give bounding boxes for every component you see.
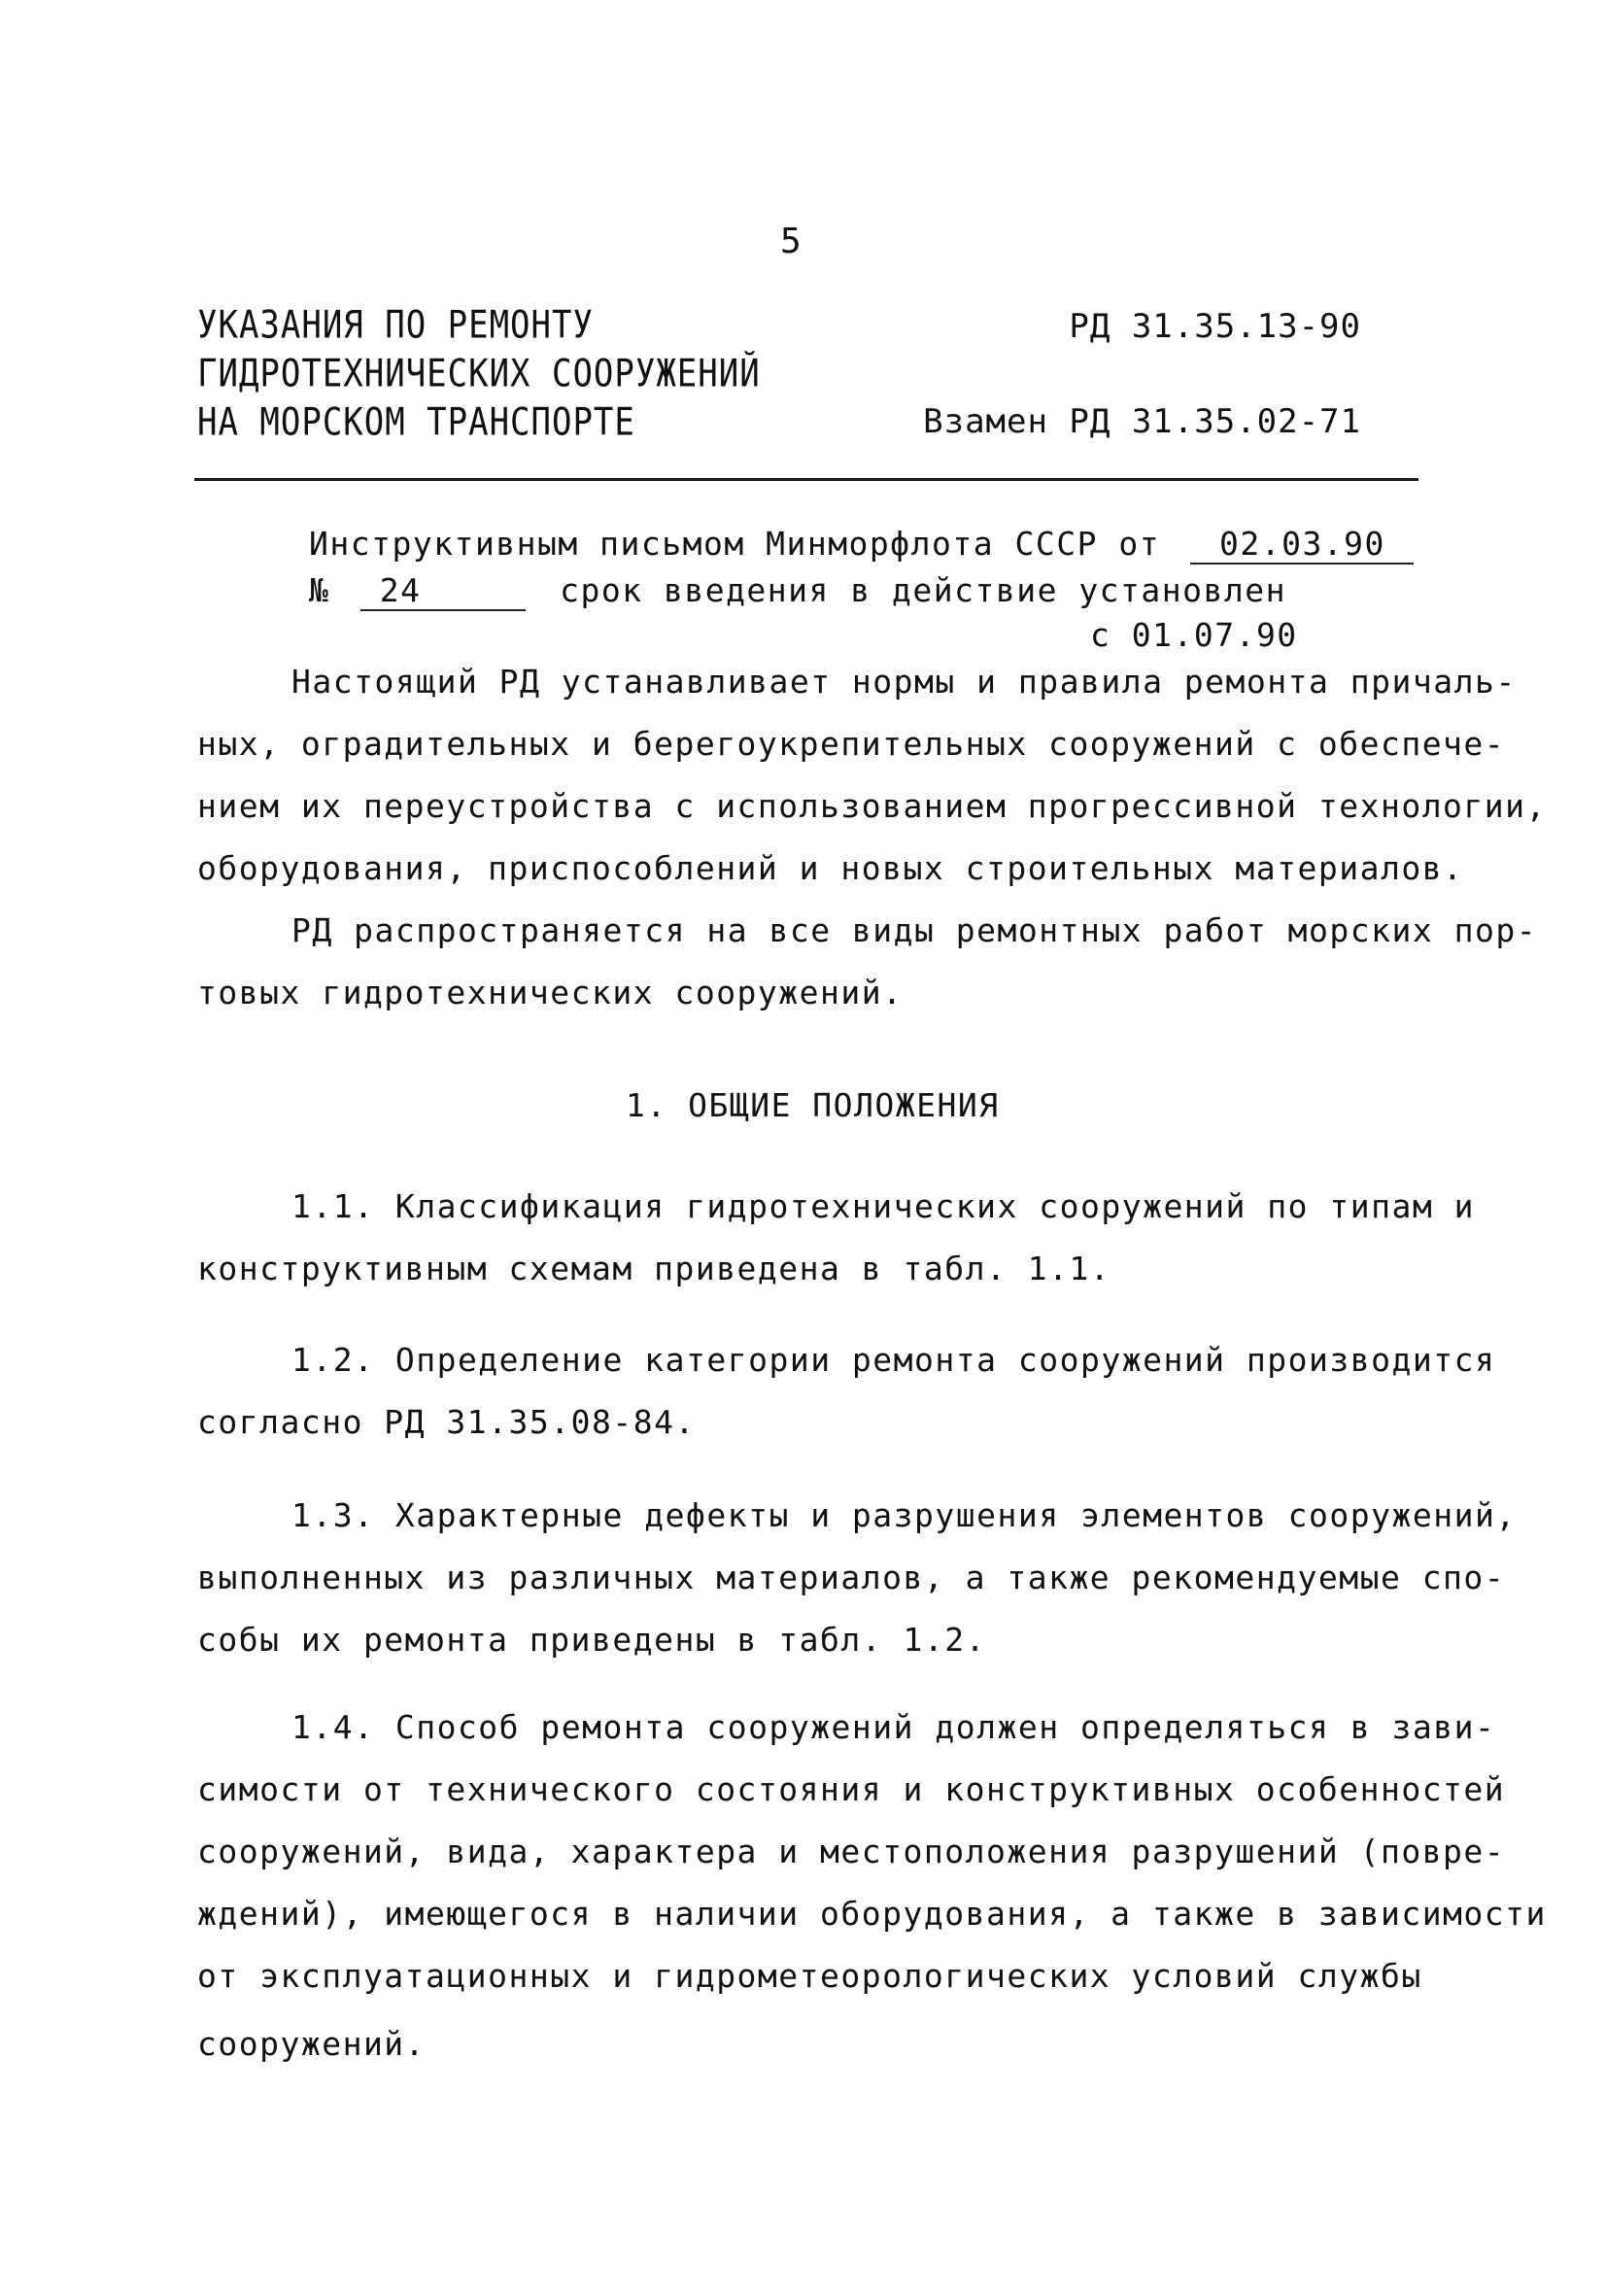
approval-term-text: срок введения в действие установлен [560,571,1286,609]
approval-date: 02.03.90 [1190,525,1414,565]
doc-title-line-3: НА МОРСКОМ ТРАНСПОРТЕ [197,400,635,445]
item-1-4-line-5: от эксплуатационных и гидрометеорологических условий службы [197,1957,1422,1995]
item-1-3-line-1: 1.3. Характерные дефекты и разрушения элементов сооружений, [291,1496,1517,1534]
item-1-1-line-1: 1.1. Классификация гидротехнических сооружений по типам и [291,1187,1475,1225]
intro-p1-line-1: Настоящий РД устанавливает нормы и правила ремонта причаль- [291,663,1517,701]
intro-p1-line-2: ных, оградительных и берегоукрепительных сооружений с обеспече- [197,725,1506,763]
intro-p1-line-4: оборудования, приспособлений и новых строительных материалов. [197,849,1464,887]
intro-p2-line-1: РД распространяется на все виды ремонтных работ морских пор- [291,911,1538,949]
item-1-3-line-3: собы их ремонта приведены в табл. 1.2. [197,1621,986,1659]
item-1-4-line-1: 1.4. Способ ремонта сооружений должен определяться в зави- [291,1708,1496,1746]
doc-title-line-1: УКАЗАНИЯ ПО РЕМОНТУ [197,303,594,348]
item-1-2-line-1: 1.2. Определение категории ремонта сооружений производится [291,1341,1496,1379]
item-1-1-line-2: конструктивным схемам приведена в табл. 1.1. [197,1250,1111,1287]
doc-code: РД 31.35.13-90 [1069,307,1361,346]
item-1-4-line-4: ждений), имеющегося в наличии оборудования, а также в зависимости [197,1895,1547,1933]
intro-p2-line-2: товых гидротехнических сооружений. [197,974,904,1011]
item-1-2-line-2: согласно РД 31.35.08-84. [197,1403,696,1441]
item-1-4-line-6: сооружений. [197,2025,427,2063]
item-1-4-line-3: сооружений, вида, характера и местоположения разрушений (повре- [197,1833,1506,1870]
approval-number: 24 [360,571,526,611]
item-1-4-line-2: симости от технического состояния и конструктивных особенностей [197,1770,1506,1808]
item-1-3-line-2: выполненных из различных материалов, а также рекомендуемые спо- [197,1559,1506,1596]
approval-text: Инструктивным письмом Минморфлота СССР от [309,525,1161,563]
approval-line-2 [309,571,1286,611]
effective-date: с 01.07.90 [1090,616,1298,654]
number-sign: № [309,571,330,609]
page-number: 5 [780,222,802,261]
approval-line-1 [309,525,1414,565]
section-heading: 1. ОБЩИЕ ПОЛОЖЕНИЯ [626,1086,1000,1124]
replaces-note: Взамен РД 31.35.02-71 [923,402,1361,441]
doc-title-line-2: ГИДРОТЕХНИЧЕСКИХ СООРУЖЕНИЙ [197,352,761,396]
intro-p1-line-3: нием их переустройства с использованием прогрессивной технологии, [197,787,1547,825]
header-rule [194,478,1418,481]
